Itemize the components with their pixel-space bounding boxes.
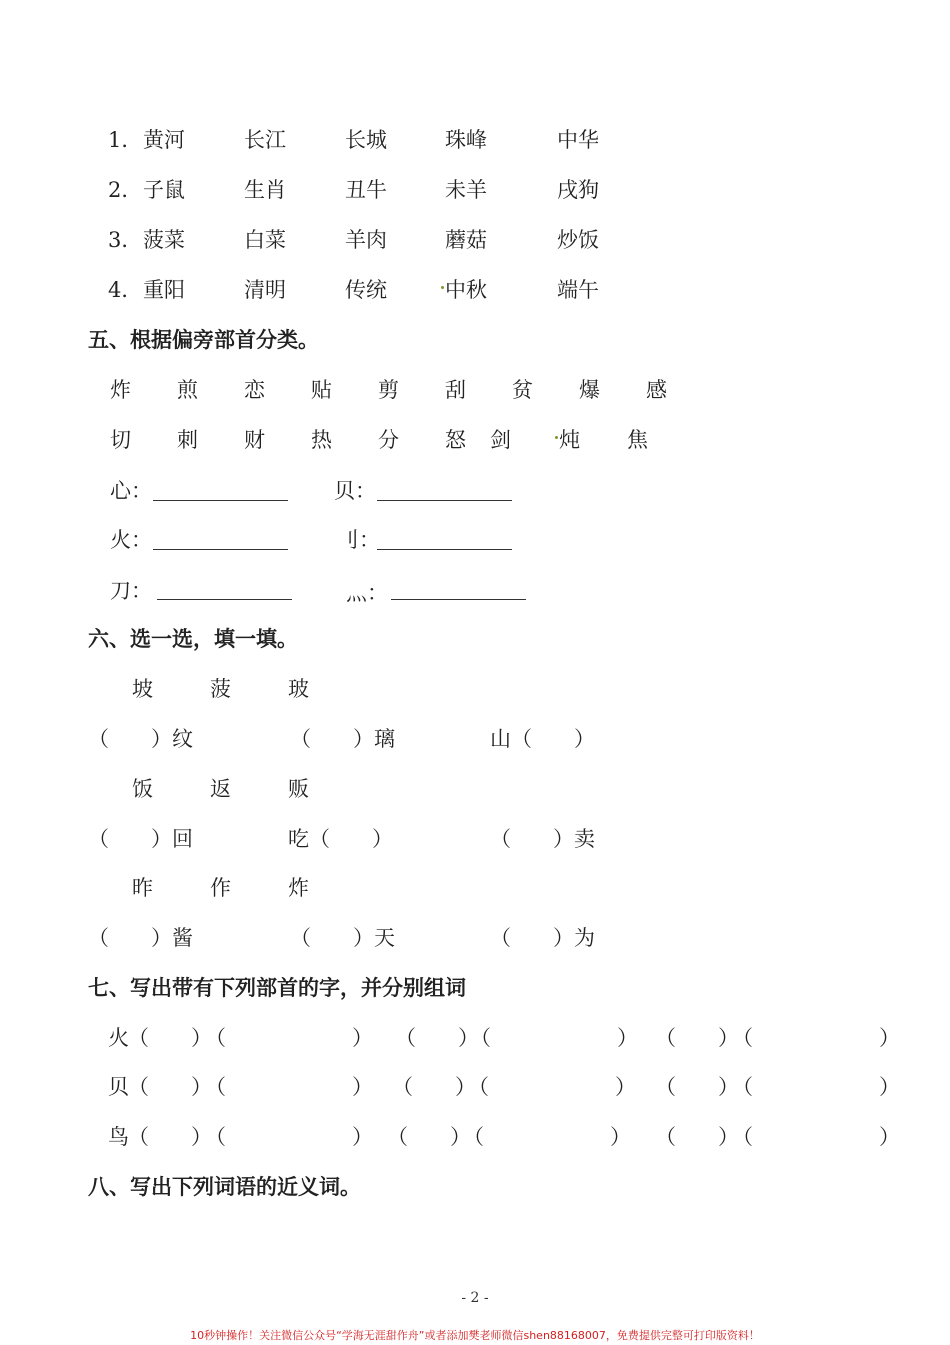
radical-label: 火： — [110, 528, 152, 552]
option-char: 贩 — [288, 777, 309, 801]
word-blank[interactable]: （ ） — [732, 1026, 900, 1050]
word: 炒饭 — [557, 228, 599, 252]
answer-blank[interactable] — [377, 500, 512, 501]
speck-mark — [441, 286, 444, 289]
char: 炖 — [555, 423, 580, 457]
answer-blank[interactable] — [377, 549, 512, 550]
promo-banner: 10秒钟操作！关注微信公众号“学海无涯甜作舟”或者添加樊老师微信shen88168007，免费提供完整可打印版资料！ — [190, 1329, 760, 1342]
word: 丑牛 — [345, 178, 387, 202]
section-heading: 六、选一选，填一填。 — [88, 627, 298, 651]
row-number: 3． — [108, 228, 143, 252]
char: 刮 — [445, 378, 466, 402]
word: 传统 — [345, 278, 387, 302]
char: 恋 — [244, 378, 265, 402]
char: 刺 — [177, 428, 198, 452]
word-row — [0, 273, 950, 307]
word: 长城 — [345, 128, 387, 152]
fill-blank[interactable]: （ ）纹 — [88, 727, 193, 751]
radical-label: 贝： — [334, 479, 376, 503]
word: 生肖 — [244, 178, 286, 202]
radical-row — [0, 1120, 950, 1154]
char-blank[interactable]: （ ） — [655, 1125, 739, 1149]
radical-label: 贝 — [108, 1075, 129, 1099]
option-char: 饭 — [132, 777, 153, 801]
word: 端午 — [557, 278, 599, 302]
char-blank[interactable]: （ ） — [655, 1026, 739, 1050]
fill-blank[interactable]: （ ）回 — [88, 827, 193, 851]
word: 羊肉 — [345, 228, 387, 252]
char: 剑 — [490, 428, 511, 452]
word-blank[interactable]: （ ） — [468, 1075, 636, 1099]
word: 重阳 — [143, 278, 185, 302]
char-blank[interactable]: （ ） — [128, 1125, 212, 1149]
char-row — [0, 423, 950, 457]
word-blank[interactable]: （ ） — [205, 1026, 373, 1050]
word: 长江 — [244, 128, 286, 152]
char: 怒 — [445, 428, 466, 452]
word: 白菜 — [244, 228, 286, 252]
word-blank[interactable]: （ ） — [732, 1075, 900, 1099]
option-char: 坡 — [132, 677, 153, 701]
fill-blank[interactable]: 山（ ） — [490, 727, 595, 751]
fill-blank[interactable]: （ ）为 — [490, 926, 595, 950]
word: 中华 — [557, 128, 599, 152]
char: 炸 — [110, 378, 131, 402]
word-row — [0, 223, 950, 257]
word: 菠菜 — [143, 228, 185, 252]
radical-label: 刂： — [338, 528, 380, 552]
answer-blank[interactable] — [391, 599, 526, 600]
section-heading: 八、写出下列词语的近义词。 — [88, 1175, 361, 1199]
char-blank[interactable]: （ ） — [655, 1075, 739, 1099]
radical-label: 火 — [108, 1026, 129, 1050]
row-number: 2． — [108, 178, 143, 202]
fill-blank[interactable]: （ ）璃 — [290, 727, 395, 751]
answer-blank[interactable] — [157, 599, 292, 600]
option-char: 作 — [210, 876, 231, 900]
char-blank[interactable]: （ ） — [392, 1075, 476, 1099]
answer-blank[interactable] — [153, 549, 288, 550]
answer-blank[interactable] — [153, 500, 288, 501]
option-char: 返 — [210, 777, 231, 801]
char: 分 — [378, 428, 399, 452]
radical-label: 刀： — [110, 579, 152, 603]
word: 子鼠 — [143, 178, 185, 202]
char: 切 — [110, 428, 131, 452]
radical-label: 鸟 — [108, 1125, 129, 1149]
option-char: 炸 — [288, 876, 309, 900]
word: 黄河 — [143, 128, 185, 152]
option-char: 玻 — [288, 677, 309, 701]
fill-blank[interactable]: 吃（ ） — [288, 827, 393, 851]
char-blank[interactable]: （ ） — [128, 1075, 212, 1099]
word: 清明 — [244, 278, 286, 302]
fill-blank[interactable]: （ ）酱 — [88, 926, 193, 950]
word: 珠峰 — [445, 128, 487, 152]
radical-label: 心： — [110, 479, 152, 503]
word: 未羊 — [445, 178, 487, 202]
char: 剪 — [378, 378, 399, 402]
word-blank[interactable]: （ ） — [732, 1125, 900, 1149]
char: 贴 — [311, 378, 332, 402]
char: 焦 — [627, 428, 648, 452]
word-row — [0, 173, 950, 207]
page-number: - 2 - — [461, 1290, 489, 1306]
radical-label: 灬： — [346, 581, 388, 605]
word-row — [0, 123, 950, 157]
char: 贫 — [512, 378, 533, 402]
radical-row — [0, 1070, 950, 1104]
word: 蘑菇 — [445, 228, 487, 252]
char: 爆 — [579, 378, 600, 402]
fill-blank[interactable]: （ ）天 — [290, 926, 395, 950]
char: 煎 — [177, 378, 198, 402]
word: 中秋 — [441, 273, 487, 307]
option-char: 菠 — [210, 677, 231, 701]
word: 戌狗 — [557, 178, 599, 202]
word-blank[interactable]: （ ） — [205, 1075, 373, 1099]
speck-mark — [555, 436, 558, 439]
char: 感 — [646, 378, 667, 402]
word-blank[interactable]: （ ） — [205, 1125, 373, 1149]
section-heading: 七、写出带有下列部首的字，并分别组词 — [88, 976, 466, 1000]
fill-blank[interactable]: （ ）卖 — [490, 827, 595, 851]
row-number: 1． — [108, 128, 143, 152]
char-blank[interactable]: （ ） — [395, 1026, 479, 1050]
char-blank[interactable]: （ ） — [128, 1026, 212, 1050]
row-number: 4． — [108, 278, 143, 302]
section-heading: 五、根据偏旁部首分类。 — [88, 328, 319, 352]
option-char: 昨 — [132, 876, 153, 900]
word-blank[interactable]: （ ） — [463, 1125, 631, 1149]
char: 财 — [244, 428, 265, 452]
word-blank[interactable]: （ ） — [470, 1026, 638, 1050]
char: 热 — [311, 428, 332, 452]
radical-row — [0, 1021, 950, 1055]
char-blank[interactable]: （ ） — [387, 1125, 471, 1149]
char-row — [0, 373, 950, 407]
